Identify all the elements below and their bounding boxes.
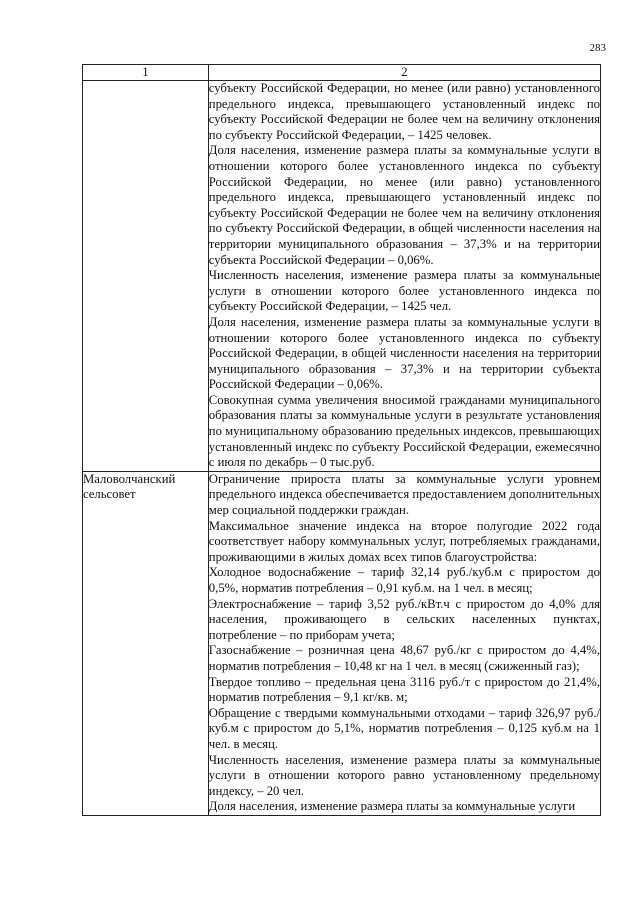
column-header-1: 1 (83, 65, 209, 81)
row-label (83, 81, 209, 472)
table-row (83, 81, 601, 472)
paragraph: Электроснабжение – тариф 3,52 руб./кВт.ч с приростом до 4,0% для населения, проживающего в сельских населенных пунктах, потребление – по приборам учета; (208, 596, 600, 642)
paragraph: субъекту Российской Федерации, но менее (или равно) установленного предельного индекса, превышающего установленный индекс по субъекту Российской Федерации не более чем на величину отклонения по субъекту Российской Федерации, – 1425 человек. (208, 81, 600, 142)
column-header-2: 2 (208, 65, 600, 81)
row-content (208, 471, 600, 815)
paragraph: Максимальное значение индекса на второе полугодие 2022 года соответствует набору коммунальных услуг, потребляемых гражданами, проживающими в жилых домах всех типов благоустройства: (208, 518, 600, 564)
table-header-row (83, 65, 601, 81)
paragraph: Обращение с твердыми коммунальными отходами – тариф 326,97 руб./куб.м с приростом до 5,1%, норматив потребления – 0,125 куб.м на 1 чел. в месяц. (208, 705, 600, 751)
paragraph: Совокупная сумма увеличения вносимой гражданами муниципального образования платы за коммунальные услуги в результате установления по муниципальному образованию предельных индексов, превышающих установленный индекс по субъекту Российской Федерации, ежемесячно с июля по декабрь – 0 тыс.руб. (208, 392, 600, 470)
paragraph: Газоснабжение – розничная цена 48,67 руб./кг с приростом до 4,4%, норматив потребления – 10,48 кг на 1 чел. в месяц (сжиженный газ); (208, 643, 600, 673)
paragraph: Доля населения, изменение размера платы за коммунальные услуги в отношении которого более установленного индекса по субъекту Российской Федерации, но менее (или равно) установленного предельного индекса, превышающего установленный индекс по субъекту Российской Федерации не более чем на величину отклонения по субъекту Российской Федерации, в общей численности населения на территории муниципального образования – 37,3% и на территории субъекта Российской Федерации – 0,06%. (208, 143, 600, 267)
paragraph: Доля населения, изменение размера платы за коммунальные услуги (208, 799, 576, 814)
paragraph: Твердое топливо – предельная цена 3116 руб./т с приростом до 21,4%, норматив потребления – 9,1 кг/кв. м; (208, 674, 600, 705)
paragraph: Численность населения, изменение размера платы за коммунальные услуги в отношении которого более установленного индекса по субъекту Российской Федерации, – 1425 чел. (208, 268, 600, 314)
paragraph: Численность населения, изменение размера платы за коммунальные услуги в отношении которого равно установленному предельному индексу, – 20 чел. (208, 752, 600, 798)
row-content (208, 81, 600, 472)
paragraph: Ограничение прироста платы за коммунальные услуги уровнем предельного индекса обеспечивается предоставлением дополнительных мер социальной поддержки граждан. (208, 471, 600, 518)
document-table (82, 64, 601, 816)
page-number: 283 (589, 42, 606, 54)
table-row (83, 471, 601, 815)
paragraph: Холодное водоснабжение – тариф 32,14 руб./куб.м с приростом до 0,5%, норматив потребления – 0,91 куб.м. на 1 чел. в месяц; (208, 565, 600, 595)
paragraph: Доля населения, изменение размера платы за коммунальные услуги в отношении которого более установленного индекса по субъекту Российской Федерации, в общей численности населения на территории муниципального образования – 37,3% и на территории субъекта Российской Федерации – 0,06%. (208, 314, 600, 392)
row-label: Маловолчанский сельсовет (83, 471, 209, 815)
